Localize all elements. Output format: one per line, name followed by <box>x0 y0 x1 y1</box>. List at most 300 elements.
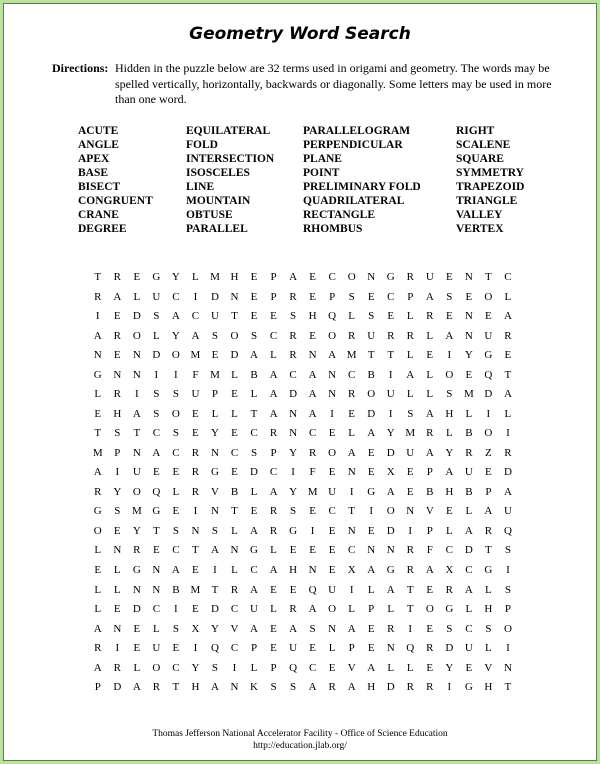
grid-letter: C <box>152 427 161 440</box>
grid-letter: R <box>269 524 278 537</box>
grid-letter: S <box>446 622 453 635</box>
grid-letter: E <box>328 544 336 557</box>
grid-letter: R <box>308 446 317 459</box>
grid-letter: E <box>387 310 395 323</box>
footer-credit: Thomas Jefferson National Accelerator Facility - Office of Science Education <box>152 729 448 739</box>
grid-letter: V <box>347 661 356 674</box>
grid-letter: G <box>132 563 141 576</box>
word-item: APEX <box>78 153 110 165</box>
grid-letter: R <box>406 563 414 576</box>
grid-letter: M <box>210 368 220 381</box>
grid-letter: G <box>250 544 258 557</box>
grid-letter: A <box>269 407 278 420</box>
grid-letter: Y <box>191 661 200 674</box>
grid-letter: L <box>231 563 238 576</box>
grid-letter: I <box>506 427 510 440</box>
grid-letter: R <box>426 427 434 440</box>
grid-letter: O <box>171 349 180 362</box>
grid-letter: M <box>463 388 474 401</box>
grid-letter: N <box>328 388 337 401</box>
grid-letter: X <box>191 622 200 635</box>
grid-letter: E <box>250 290 258 303</box>
grid-letter: E <box>504 349 512 362</box>
grid-letter: H <box>308 310 317 323</box>
grid-letter: N <box>132 368 141 381</box>
grid-letter: O <box>386 505 395 518</box>
grid-letter: E <box>367 466 375 479</box>
grid-letter: Y <box>210 427 219 440</box>
grid-letter: B <box>230 485 239 498</box>
grid-letter: E <box>94 563 102 576</box>
grid-letter: H <box>484 681 493 694</box>
grid-letter: S <box>211 661 219 674</box>
grid-letter: B <box>367 368 375 381</box>
puzzle-grid <box>88 268 518 698</box>
grid-letter: L <box>94 583 102 596</box>
grid-letter: U <box>250 603 258 616</box>
grid-letter: A <box>367 563 376 576</box>
grid-letter: R <box>426 681 434 694</box>
grid-letter: T <box>231 505 238 518</box>
grid-letter: A <box>250 583 258 596</box>
grid-letter: N <box>328 622 337 635</box>
grid-letter: C <box>465 622 473 635</box>
word-item: ANGLE <box>78 139 119 151</box>
grid-letter: S <box>290 505 297 518</box>
grid-letter: E <box>231 427 238 440</box>
grid-letter: D <box>445 642 454 655</box>
grid-letter: P <box>368 603 375 616</box>
grid-letter: R <box>465 446 473 459</box>
grid-letter: C <box>172 661 180 674</box>
grid-letter: E <box>211 349 219 362</box>
grid-letter: R <box>406 544 414 557</box>
grid-letter: C <box>289 368 297 381</box>
grid-letter: P <box>270 446 277 459</box>
grid-letter: A <box>308 368 317 381</box>
grid-letter: I <box>388 368 393 381</box>
grid-letter: A <box>484 505 493 518</box>
grid-letter: G <box>367 485 376 498</box>
grid-letter: U <box>152 642 161 655</box>
word-item: FOLD <box>186 139 218 151</box>
grid-letter: D <box>386 446 395 459</box>
grid-letter: R <box>484 524 493 537</box>
grid-letter: R <box>289 603 297 616</box>
grid-letter: I <box>154 368 159 381</box>
grid-letter: E <box>465 368 473 381</box>
grid-letter: L <box>426 329 434 342</box>
grid-letter: A <box>289 622 298 635</box>
grid-letter: A <box>210 544 219 557</box>
grid-letter: T <box>250 407 258 420</box>
grid-letter: C <box>465 563 473 576</box>
grid-letter: Q <box>503 524 512 537</box>
grid-letter: N <box>113 544 122 557</box>
grid-letter: N <box>132 583 141 596</box>
grid-letter: S <box>172 388 179 401</box>
grid-letter: N <box>230 681 239 694</box>
grid-letter: S <box>211 329 219 342</box>
grid-letter: F <box>192 368 199 381</box>
grid-letter: L <box>270 603 277 616</box>
grid-letter: I <box>506 563 510 576</box>
grid-letter: T <box>406 603 414 616</box>
grid-letter: N <box>406 505 415 518</box>
grid-letter: O <box>152 661 161 674</box>
grid-letter: L <box>250 485 258 498</box>
grid-letter: Y <box>289 485 298 498</box>
grid-letter: S <box>446 290 453 303</box>
grid-letter: L <box>192 271 199 283</box>
grid-letter: Q <box>406 642 415 655</box>
grid-letter: L <box>270 349 277 362</box>
grid-letter: L <box>367 583 375 596</box>
grid-letter: E <box>445 310 453 323</box>
grid-letter: R <box>289 329 297 342</box>
grid-letter: A <box>171 310 180 323</box>
grid-letter: E <box>328 661 336 674</box>
grid-letter: G <box>484 349 493 362</box>
grid-letter: E <box>192 407 199 420</box>
grid-letter: Y <box>210 622 219 635</box>
grid-letter: G <box>93 368 102 381</box>
grid-letter: O <box>171 407 180 420</box>
grid-letter: E <box>367 524 375 537</box>
word-column-2 <box>186 124 274 236</box>
grid-letter: D <box>210 603 219 616</box>
grid-letter: S <box>446 388 453 401</box>
grid-letter: I <box>193 505 198 518</box>
grid-letter: R <box>133 544 141 557</box>
grid-letter: C <box>445 544 453 557</box>
grid-letter: E <box>309 642 316 655</box>
grid-letter: C <box>191 310 200 323</box>
grid-letter: D <box>386 681 395 694</box>
grid-letter: Y <box>464 349 473 362</box>
grid-letter: C <box>269 466 278 479</box>
grid-letter: A <box>269 563 278 576</box>
grid-letter: E <box>113 349 121 362</box>
grid-letter: A <box>425 407 434 420</box>
grid-letter: E <box>445 505 453 518</box>
grid-letter: S <box>485 622 492 635</box>
grid-letter: A <box>132 407 141 420</box>
grid-letter: O <box>425 603 434 616</box>
grid-letter: D <box>230 349 239 362</box>
grid-letter: N <box>328 368 337 381</box>
grid-letter: L <box>231 407 238 420</box>
grid-letter: E <box>328 563 336 576</box>
grid-letter: B <box>172 583 180 596</box>
grid-letter: D <box>210 290 219 303</box>
grid-letter: A <box>93 329 102 342</box>
grid-letter: E <box>289 583 297 596</box>
grid-letter: N <box>367 544 376 557</box>
word-item: DEGREE <box>78 223 127 235</box>
directions-text: Hidden in the puzzle below are 32 terms used in origami and geometry. The words may be spelled vertically, horizontally, backwards or diagonally. Some letters may be used in more than one word. <box>115 61 552 106</box>
grid-letter: R <box>113 329 121 342</box>
grid-letter: I <box>388 407 393 420</box>
word-column-1 <box>78 124 153 236</box>
grid-letter: E <box>192 603 199 616</box>
grid-letter: Y <box>171 271 180 283</box>
grid-letter: A <box>113 290 122 303</box>
grid-letter: L <box>270 544 277 557</box>
grid-letter: V <box>425 505 434 518</box>
grid-letter: S <box>153 310 160 323</box>
grid-letter: E <box>270 622 277 635</box>
grid-letter: A <box>445 466 454 479</box>
grid-letter: B <box>250 368 258 381</box>
grid-letter: D <box>464 544 473 557</box>
grid-letter: E <box>485 310 492 323</box>
grid-letter: N <box>464 271 473 283</box>
grid-letter: T <box>94 271 102 283</box>
grid-letter: L <box>211 407 219 420</box>
grid-letter: E <box>465 661 473 674</box>
grid-letter: L <box>348 427 356 440</box>
grid-letter: E <box>426 661 434 674</box>
grid-letter: I <box>408 524 413 537</box>
word-item: VERTEX <box>456 223 504 235</box>
grid-letter: I <box>193 290 198 303</box>
grid-letter: I <box>369 505 374 518</box>
grid-letter: A <box>269 388 278 401</box>
grid-letter: R <box>348 329 356 342</box>
directions-label: Directions: <box>52 61 109 75</box>
word-item: CRANE <box>78 209 119 221</box>
grid-letter: Q <box>484 368 493 381</box>
grid-letter: P <box>329 290 336 303</box>
grid-letter: S <box>153 407 160 420</box>
grid-letter: Q <box>289 661 298 674</box>
grid-letter: O <box>328 329 337 342</box>
word-item: LINE <box>186 181 215 193</box>
grid-letter: T <box>367 349 375 362</box>
grid-letter: D <box>386 524 395 537</box>
grid-letter: C <box>328 271 336 283</box>
grid-letter: S <box>348 290 355 303</box>
grid-letter: E <box>309 544 316 557</box>
grid-letter: D <box>503 466 512 479</box>
grid-letter: E <box>250 505 258 518</box>
word-item: CONGRUENT <box>78 195 153 207</box>
grid-letter: R <box>152 681 161 694</box>
grid-letter: R <box>191 485 200 498</box>
grid-letter: S <box>270 681 277 694</box>
grid-letter: S <box>504 544 511 557</box>
grid-letter: X <box>445 563 454 576</box>
grid-letter: N <box>210 446 219 459</box>
grid-letter: C <box>172 544 180 557</box>
grid-letter: U <box>464 466 473 479</box>
grid-letter: R <box>328 681 336 694</box>
grid-letter: E <box>152 544 160 557</box>
word-item: PERPENDICULAR <box>303 139 403 151</box>
grid-letter: I <box>174 368 178 381</box>
grid-letter: T <box>406 583 414 596</box>
grid-letter: P <box>426 466 433 479</box>
grid-letter: L <box>94 603 102 616</box>
word-item: RIGHT <box>456 125 495 137</box>
grid-letter: L <box>328 642 336 655</box>
grid-letter: A <box>445 329 454 342</box>
grid-letter: K <box>250 681 258 694</box>
word-item: ISOSCELES <box>186 167 250 179</box>
grid-letter: R <box>269 505 278 518</box>
word-item: SCALENE <box>456 139 511 151</box>
grid-letter: N <box>386 544 395 557</box>
grid-letter: I <box>213 563 217 576</box>
grid-letter: E <box>172 466 180 479</box>
grid-letter: Q <box>328 310 337 323</box>
grid-letter: E <box>465 290 473 303</box>
grid-letter: A <box>308 603 317 616</box>
word-item: PARALLEL <box>186 223 248 235</box>
grid-letter: G <box>484 563 493 576</box>
grid-letter: L <box>113 583 121 596</box>
grid-letter: L <box>231 368 238 381</box>
grid-letter: G <box>289 524 298 537</box>
grid-letter: N <box>386 642 395 655</box>
grid-letter: R <box>94 642 102 655</box>
grid-letter: D <box>289 388 298 401</box>
grid-letter: N <box>503 661 512 674</box>
grid-letter: A <box>406 368 415 381</box>
word-item: RECTANGLE <box>303 209 375 221</box>
grid-letter: E <box>309 329 316 342</box>
word-item: RHOMBUS <box>303 223 363 235</box>
grid-letter: N <box>132 446 141 459</box>
grid-letter: O <box>132 485 141 498</box>
grid-letter: E <box>309 271 316 283</box>
grid-letter: U <box>503 505 512 518</box>
grid-letter: E <box>113 603 121 616</box>
grid-letter: G <box>152 505 161 518</box>
grid-letter: L <box>250 661 258 674</box>
grid-letter: D <box>484 388 493 401</box>
grid-letter: B <box>465 485 473 498</box>
grid-letter: L <box>406 310 414 323</box>
grid-letter: A <box>191 329 200 342</box>
grid-letter: E <box>328 466 336 479</box>
grid-letter: L <box>426 388 434 401</box>
grid-letter: C <box>172 446 180 459</box>
grid-letter: A <box>347 622 356 635</box>
grid-letter: I <box>174 603 178 616</box>
word-item: POINT <box>303 167 340 179</box>
grid-letter: A <box>171 563 180 576</box>
grid-letter: N <box>289 407 298 420</box>
grid-letter: D <box>250 466 258 479</box>
grid-letter: A <box>289 271 298 283</box>
grid-letter: H <box>191 681 200 694</box>
grid-letter: R <box>406 681 414 694</box>
grid-letter: E <box>133 622 141 635</box>
grid-letter: Z <box>485 446 492 459</box>
grid-letter: P <box>270 271 277 283</box>
grid-letter: O <box>328 603 337 616</box>
grid-letter: L <box>504 407 512 420</box>
grid-letter: L <box>348 603 356 616</box>
grid-letter: A <box>308 681 317 694</box>
grid-letter: E <box>192 563 199 576</box>
grid-letter: D <box>152 349 161 362</box>
grid-letter: E <box>328 427 336 440</box>
grid-letter: Y <box>386 427 395 440</box>
grid-letter: B <box>465 427 473 440</box>
grid-letter: V <box>484 661 493 674</box>
grid-letter: T <box>387 349 395 362</box>
grid-letter: N <box>308 563 317 576</box>
grid-letter: U <box>464 642 473 655</box>
grid-letter: E <box>426 622 434 635</box>
grid-letter: E <box>309 290 316 303</box>
grid-letter: S <box>309 622 316 635</box>
grid-letter: U <box>289 642 298 655</box>
grid-letter: R <box>289 290 297 303</box>
grid-letter: S <box>114 505 121 518</box>
grid-letter: M <box>307 485 318 498</box>
grid-letter: E <box>250 271 258 283</box>
word-item: PARALLELOGRAM <box>303 125 411 137</box>
word-column-3 <box>303 124 421 236</box>
grid-letter: A <box>386 583 395 596</box>
grid-letter: S <box>290 310 297 323</box>
grid-letter: T <box>231 310 238 323</box>
grid-letter: D <box>113 681 122 694</box>
grid-letter: N <box>113 622 122 635</box>
word-item: INTERSECTION <box>186 153 275 165</box>
grid-letter: A <box>425 446 434 459</box>
grid-letter: B <box>426 485 434 498</box>
grid-letter: L <box>231 524 238 537</box>
grid-letter: M <box>190 583 201 596</box>
grid-letter: C <box>230 446 239 459</box>
grid-letter: S <box>250 329 258 342</box>
grid-letter: A <box>347 681 356 694</box>
grid-letter: R <box>94 485 102 498</box>
grid-letter: L <box>504 290 512 303</box>
word-bank <box>78 124 558 236</box>
grid-letter: R <box>504 329 512 342</box>
grid-letter: N <box>347 466 356 479</box>
grid-letter: C <box>230 603 239 616</box>
grid-letter: L <box>406 388 414 401</box>
grid-letter: N <box>464 310 473 323</box>
grid-letter: I <box>506 642 510 655</box>
grid-letter: U <box>484 329 493 342</box>
grid-letter: O <box>93 524 102 537</box>
grid-letter: N <box>464 329 473 342</box>
grid-letter: A <box>93 622 102 635</box>
grid-letter: D <box>367 407 376 420</box>
footer <box>4 728 596 752</box>
grid-letter: L <box>152 329 160 342</box>
grid-letter: T <box>211 583 219 596</box>
grid-letter: R <box>426 310 434 323</box>
word-item: PRELIMINARY FOLD <box>303 181 421 193</box>
grid-letter: R <box>191 446 200 459</box>
grid-letter: V <box>230 622 239 635</box>
grid-letter: Y <box>289 446 298 459</box>
grid-letter: U <box>425 271 434 283</box>
grid-letter: R <box>406 329 414 342</box>
grid-letter: A <box>250 524 258 537</box>
grid-letter: I <box>408 622 413 635</box>
grid-letter: A <box>132 681 141 694</box>
